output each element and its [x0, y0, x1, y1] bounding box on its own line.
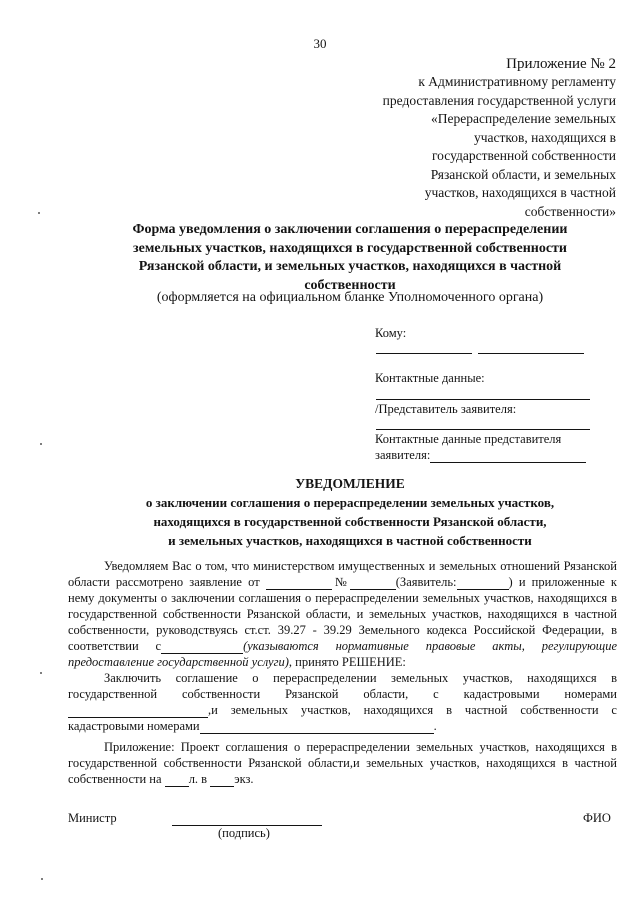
- form-title-line: земельных участков, находящихся в государственной собственности: [133, 240, 567, 256]
- to-field-line-2[interactable]: [478, 353, 584, 354]
- representative-field-line[interactable]: [376, 429, 590, 430]
- scan-mark: [38, 212, 40, 214]
- appendix-line: государственной собственности: [431, 148, 616, 163]
- notice-body: [68, 558, 617, 734]
- appendix-line: участков, находящихся в: [474, 129, 616, 145]
- legal-acts-field[interactable]: [161, 642, 243, 654]
- appendix-line: «Перераспределение земельных: [431, 111, 616, 126]
- attachment-text: Приложение: Проект соглашения о перераспределении земельных участков, находящихся в государственной собственности Рязанской области,и земельных участков, находящихся в частной собственности на л. в экз.: [68, 740, 617, 786]
- representative-label: /Представитель заявителя:: [375, 402, 517, 416]
- signature-caption: (подпись): [218, 826, 270, 840]
- rep-contact-block: [375, 431, 595, 463]
- scan-mark: [40, 443, 42, 445]
- state-cadastral-numbers-field[interactable]: [68, 706, 208, 718]
- application-number-field[interactable]: [350, 578, 396, 590]
- form-title-line: собственности: [304, 277, 396, 293]
- body-paragraph-decision: Уведомляем Вас о том, что министерством имущественных и земельных отношений Рязанской области рассмотрено заявление от № (Заявитель: ) и приложенные к нему документы о заключении соглашения о перераспределении земельных участков, находящихся в государственной собственности Рязанской области, и земельных участков, находящихся в частной собственности, руководствуясь ст.ст. 39.27 - 39.29 Земельного кодекса Российской Федерации, в соответствии с (указываются нормативные правовые акты, регулирующие предоставление государственной услуги), принято РЕШЕНИЕ:: [68, 559, 618, 669]
- scan-mark: [41, 878, 43, 880]
- application-date-field[interactable]: [266, 578, 332, 590]
- attachment: [68, 739, 617, 787]
- appendix-line: предоставления государственной услуги: [382, 92, 616, 108]
- notice-subtitle-line: находящихся в государственной собственности Рязанской области,: [153, 514, 547, 529]
- appendix-line: к Административному регламенту: [418, 74, 616, 89]
- appendix-line: Рязанской области, и земельных: [430, 166, 616, 182]
- appendix-line: Приложение № 2: [506, 56, 616, 72]
- copies-count-field[interactable]: [210, 775, 234, 787]
- contact-field-line[interactable]: [376, 399, 590, 400]
- form-note: (оформляется на официальном бланке Уполномоченного органа): [156, 290, 544, 305]
- sheets-count-field[interactable]: [165, 775, 189, 787]
- notice-heading: [90, 474, 610, 550]
- notice-subtitle-line: и земельных участков, находящихся в частной собственности: [168, 533, 532, 548]
- to-label: Кому:: [375, 326, 407, 340]
- scan-mark: [40, 672, 42, 674]
- body-paragraph-agreement: Заключить соглашение о перераспределении земельных участков, находящихся в государственной собственности Рязанской области, с кадастровыми номерами,и земельных участков, находящихся в частной собственности с кадастровыми номерами .: [68, 671, 617, 733]
- rep-contact-label: Контактные данные представителя: [375, 432, 562, 446]
- rep-contact-field-line[interactable]: [430, 450, 586, 463]
- private-cadastral-numbers-field[interactable]: [200, 722, 434, 734]
- appendix-line: собственности»: [524, 203, 616, 219]
- notice-subtitle-line: о заключении соглашения о перераспределении земельных участков,: [145, 495, 555, 510]
- to-field-line[interactable]: [376, 353, 472, 354]
- form-title-line: Форма уведомления о заключении соглашения о перераспределении: [132, 222, 568, 237]
- notice-title: УВЕДОМЛЕНИЕ: [295, 476, 405, 491]
- rep-contact-label-2: заявителя:: [375, 447, 595, 463]
- form-title: [90, 221, 610, 295]
- appendix-line: участков, находящихся в частной: [424, 185, 616, 200]
- contact-label: Контактные данные:: [375, 371, 485, 385]
- appendix-header: [316, 55, 616, 221]
- minister-label: Министр: [68, 811, 117, 825]
- form-title-line: Рязанской области, и земельных участков, находящихся в частной: [138, 259, 562, 274]
- applicant-field[interactable]: [457, 578, 509, 590]
- name-placeholder: ФИО: [583, 811, 611, 825]
- page-number: 30: [313, 36, 327, 51]
